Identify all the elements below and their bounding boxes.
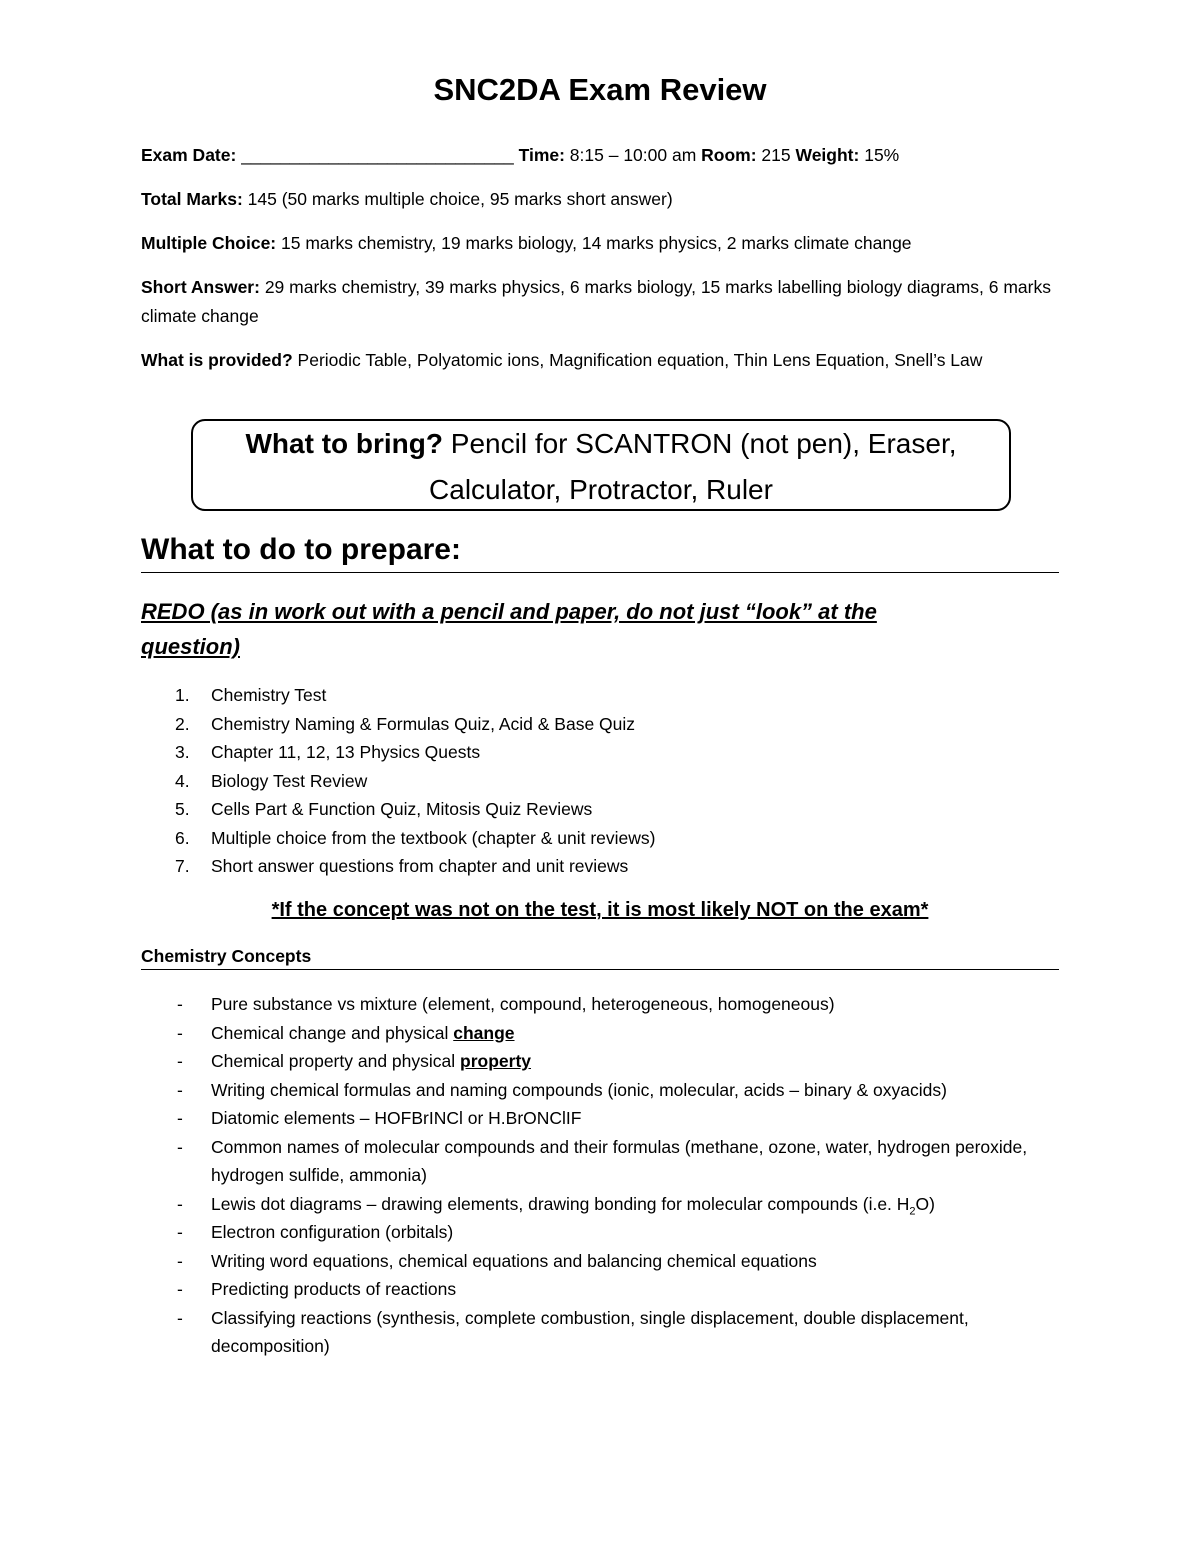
list-item xyxy=(141,824,1041,853)
list-item-text-end: O) xyxy=(915,1193,935,1214)
total-marks-value: 145 (50 marks multiple choice, 95 marks short answer) xyxy=(242,189,673,209)
total-marks-label: Total Marks: xyxy=(141,189,243,209)
bullet-dash: - xyxy=(177,1108,183,1128)
exam-date-label: Exam Date: xyxy=(141,145,237,165)
list-item xyxy=(141,1133,1061,1190)
list-item xyxy=(141,1076,1061,1105)
list-number: 6. xyxy=(175,827,190,848)
list-item-text: Diatomic elements – HOFBrINCl or H.BrONClIF xyxy=(211,1108,582,1128)
list-item xyxy=(141,1190,1061,1219)
list-item-text: Electron configuration (orbitals) xyxy=(211,1222,454,1242)
list-item xyxy=(141,795,1041,824)
bullet-dash: - xyxy=(177,1279,183,1299)
provided-label: What is provided? xyxy=(141,350,293,370)
list-item-text: Classifying reactions (synthesis, complete combustion, single displacement, double displacement, decomposition) xyxy=(211,1307,969,1356)
page-title: SNC2DA Exam Review xyxy=(433,72,767,107)
chemistry-list xyxy=(141,990,1061,1361)
list-item xyxy=(141,1275,1061,1304)
bullet-dash: - xyxy=(177,1307,183,1328)
list-item-text: Chemical change and physical xyxy=(211,1022,454,1043)
weight-value: 15% xyxy=(859,145,900,165)
bullet-dash: - xyxy=(177,1222,183,1242)
list-item-text: Biology Test Review xyxy=(211,770,368,791)
bullet-dash: - xyxy=(177,1051,183,1071)
list-number: 5. xyxy=(175,799,190,819)
redo-heading: REDO (as in work out with a pencil and paper, do not just “look” at the question) xyxy=(141,599,877,659)
list-item-text: Short answer questions from chapter and unit reviews xyxy=(211,856,629,876)
chemistry-heading: Chemistry Concepts xyxy=(141,943,1059,970)
multiple-choice-label: Multiple Choice: xyxy=(141,233,277,253)
list-number: 7. xyxy=(175,856,190,876)
redo-list xyxy=(141,681,1041,881)
bullet-dash: - xyxy=(177,1136,183,1157)
list-item-text: Cells Part & Function Quiz, Mitosis Quiz Reviews xyxy=(211,799,593,819)
bullet-dash: - xyxy=(177,1193,183,1214)
list-item-text: Predicting products of reactions xyxy=(211,1279,457,1299)
list-item xyxy=(141,767,1041,796)
list-item-text: Chemistry Naming & Formulas Quiz, Acid & Base Quiz xyxy=(211,713,636,734)
list-number: 2. xyxy=(175,713,190,734)
list-item-text: Chemical property and physical xyxy=(211,1051,461,1071)
total-marks-line xyxy=(141,185,1061,214)
emphasis-text: property xyxy=(460,1051,531,1071)
list-item xyxy=(141,681,1041,710)
list-item xyxy=(141,990,1061,1019)
list-item-text: Pure substance vs mixture (element, compound, heterogeneous, homogeneous) xyxy=(211,994,835,1014)
short-answer-value: 29 marks chemistry, 39 marks physics, 6 marks biology, 15 marks labelling biology diagrams, 6 marks climate change xyxy=(141,277,1051,326)
short-answer-label: Short Answer: xyxy=(141,277,260,297)
bullet-dash: - xyxy=(177,1022,183,1043)
time-value: 8:15 – 10:00 am xyxy=(564,145,702,165)
list-number: 3. xyxy=(175,742,190,762)
room-value: 215 xyxy=(756,145,796,165)
list-item xyxy=(141,1304,1061,1361)
list-item-text: Writing chemical formulas and naming compounds (ionic, molecular, acids – binary & oxyacids) xyxy=(211,1079,947,1100)
list-item xyxy=(141,738,1041,767)
list-item xyxy=(141,1104,1061,1133)
exam-date-value: ____________________________ xyxy=(236,145,519,165)
list-item-text: Multiple choice from the textbook (chapter & unit reviews) xyxy=(211,827,656,848)
multiple-choice-line xyxy=(141,229,1061,258)
list-item xyxy=(141,1019,1061,1048)
list-item xyxy=(141,710,1041,739)
list-item-text: Common names of molecular compounds and their formulas (methane, ozone, water, hydrogen peroxide, hydrogen sulfide, ammonia) xyxy=(211,1136,1028,1185)
bullet-dash: - xyxy=(177,1250,183,1271)
list-item xyxy=(141,1218,1061,1247)
bullet-dash: - xyxy=(177,1079,183,1100)
list-item-text: Chapter 11, 12, 13 Physics Quests xyxy=(211,742,481,762)
weight-label: Weight: xyxy=(795,145,860,165)
multiple-choice-value: 15 marks chemistry, 19 marks biology, 14 marks physics, 2 marks climate change xyxy=(276,233,912,253)
bring-label: What to bring? xyxy=(245,428,443,459)
list-item-text: Chemistry Test xyxy=(211,685,327,705)
exam-info-line xyxy=(141,141,1061,170)
prepare-heading: What to do to prepare: xyxy=(141,530,1059,573)
bullet-dash: - xyxy=(177,994,183,1014)
list-number: 4. xyxy=(175,770,190,791)
time-label: Time: xyxy=(518,145,565,165)
subscript: 2 xyxy=(909,1205,916,1217)
list-item xyxy=(141,1247,1061,1276)
provided-line xyxy=(141,346,1061,375)
provided-value: Periodic Table, Polyatomic ions, Magnification equation, Thin Lens Equation, Snell’s Law xyxy=(292,350,983,370)
bring-value: Pencil for SCANTRON (not pen), Eraser, Calculator, Protractor, Ruler xyxy=(429,428,957,505)
list-item xyxy=(141,1047,1061,1076)
room-label: Room: xyxy=(701,145,757,165)
list-item xyxy=(141,852,1041,881)
short-answer-line xyxy=(141,273,1061,331)
what-to-bring-box xyxy=(191,419,1011,511)
list-number: 1. xyxy=(175,685,190,705)
exam-note: *If the concept was not on the test, it is most likely NOT on the exam* xyxy=(271,899,929,921)
list-item-text: Lewis dot diagrams – drawing elements, drawing bonding for molecular compounds (i.e. H xyxy=(211,1193,910,1214)
emphasis-text: change xyxy=(453,1022,515,1043)
list-item-text: Writing word equations, chemical equations and balancing chemical equations xyxy=(211,1250,817,1271)
